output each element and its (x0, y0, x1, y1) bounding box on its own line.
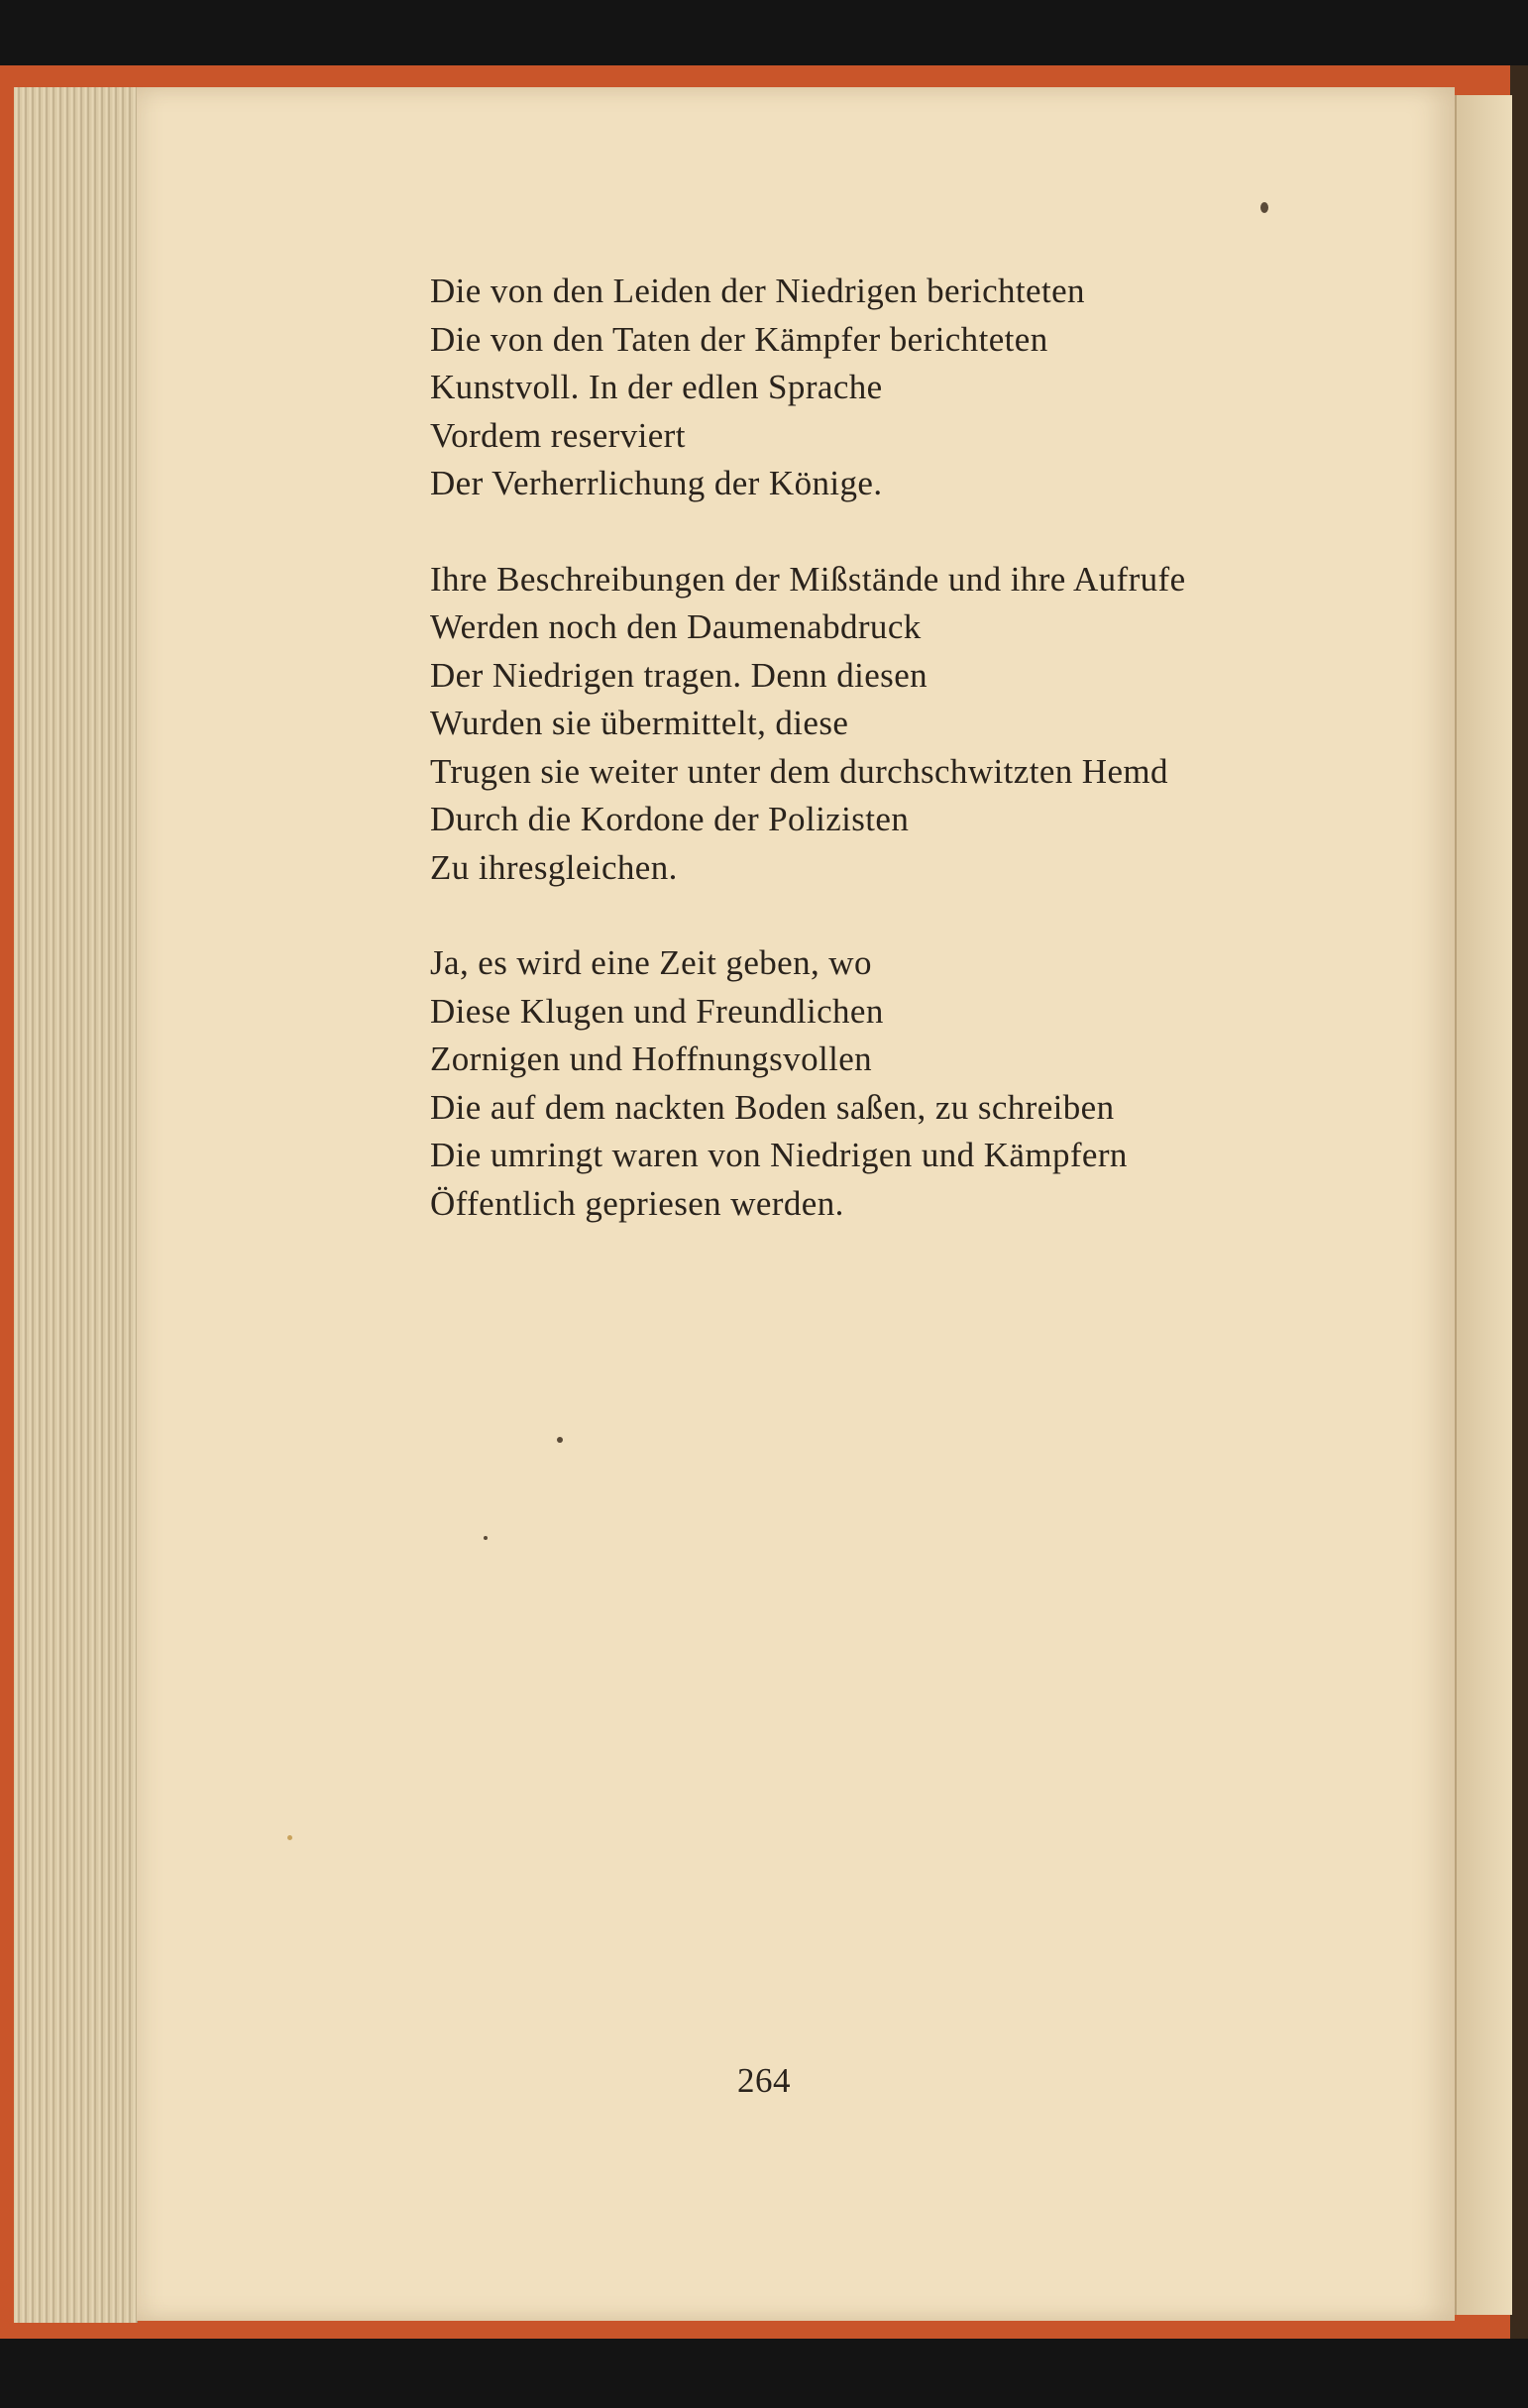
poem-line: Ja, es wird eine Zeit geben, wo (430, 943, 872, 982)
poem-line: Kunstvoll. In der edlen Sprache (430, 368, 883, 406)
poem-line: Zu ihresgleichen. (430, 847, 678, 887)
page-stack-edges (14, 87, 138, 2323)
poem-line: Der Niedrigen tragen. Denn diesen (430, 655, 928, 695)
ink-speck (1260, 202, 1268, 213)
poem-line: Vordem reserviert (430, 415, 686, 455)
poem-line: Die von den Leiden der Niedrigen berichteten (430, 272, 1085, 310)
poem-line: Die von den Taten der Kämpfer berichteten (430, 319, 1048, 359)
poem-line: Wurden sie übermittelt, diese (430, 704, 849, 742)
ink-speck (484, 1536, 488, 1540)
poem-line: Die umringt waren von Niedrigen und Kämpfern (430, 1136, 1128, 1174)
stanza-1 (430, 268, 1362, 508)
stanza-2 (430, 556, 1362, 893)
poem-line: Zornigen und Hoffnungsvollen (430, 1040, 873, 1078)
poem-line: Werden noch den Daumenabdruck (430, 607, 922, 646)
poem-line: Die auf dem nackten Boden saßen, zu schreiben (430, 1087, 1115, 1127)
stanza-3 (430, 939, 1362, 1228)
poem-line: Der Verherrlichung der Könige. (430, 464, 883, 502)
poem-line: Trugen sie weiter unter dem durchschwitzten Hemd (430, 751, 1168, 791)
ink-speck (557, 1437, 563, 1443)
book-cover-edge (1510, 65, 1528, 2339)
facing-page-edge (1455, 95, 1512, 2315)
poem-line: Diese Klugen und Freundlichen (430, 991, 884, 1031)
ink-speck (287, 1835, 292, 1840)
poem-line: Durch die Kordone der Polizisten (430, 800, 910, 838)
page-number: 264 (737, 2061, 791, 2100)
poem-line: Ihre Beschreibungen der Mißstände und ihre Aufrufe (430, 559, 1186, 599)
poem-text (430, 268, 1362, 1275)
poem-line: Öffentlich gepriesen werden. (430, 1183, 844, 1223)
